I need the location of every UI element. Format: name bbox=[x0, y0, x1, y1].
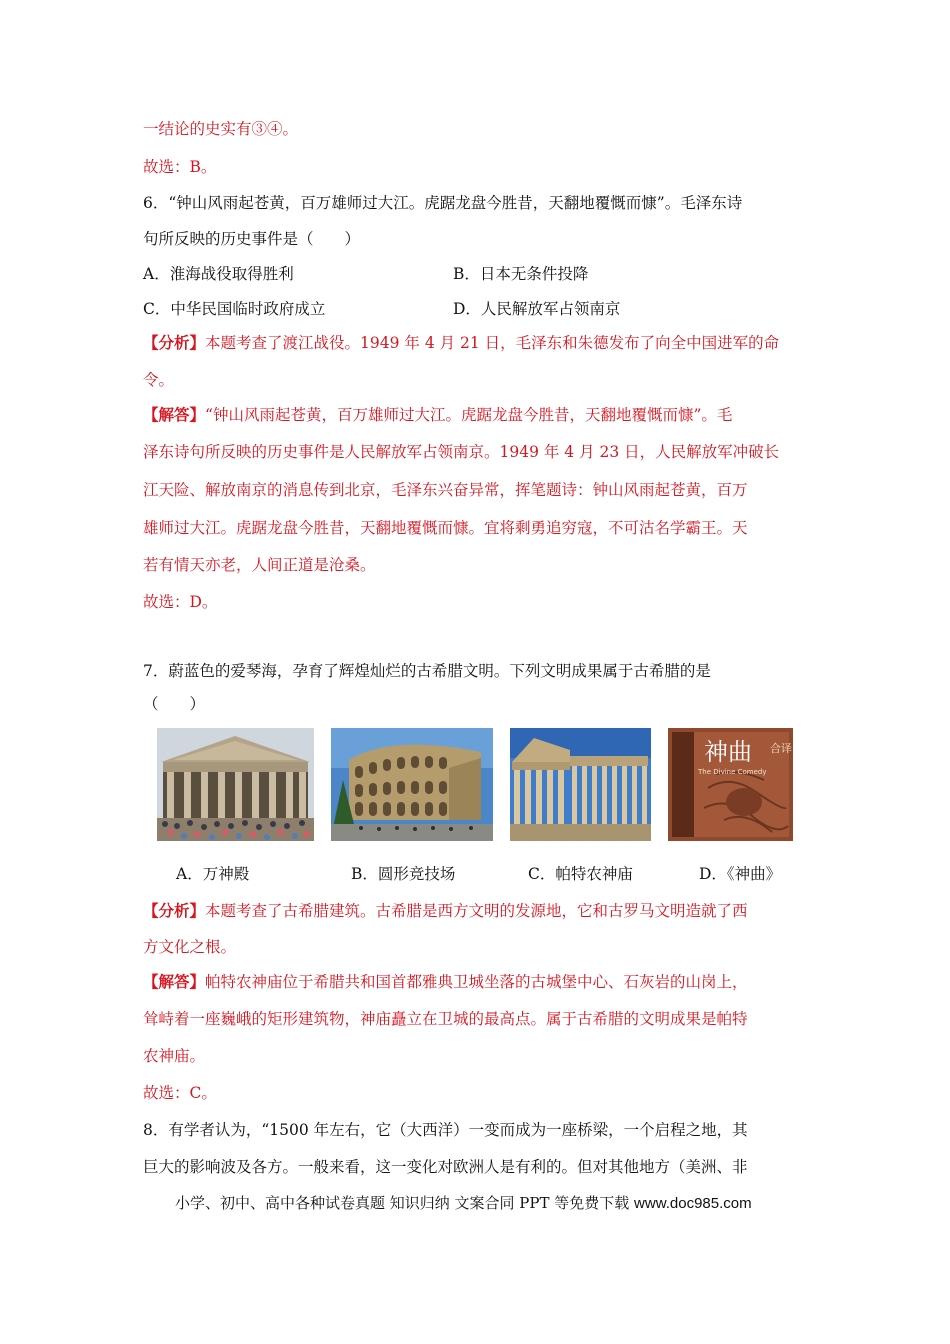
q7-answer-line-3: 农神庙。 bbox=[143, 1047, 206, 1065]
q7-stem-line-1: 7．蔚蓝色的爱琴海，孕育了辉煌灿烂的古希腊文明。下列文明成果属于古希腊的是 bbox=[143, 662, 711, 680]
q6-answer-line-4: 雄师过大江。虎踞龙盘今胜昔，天翻地覆慨而慷。宜将剩勇追穷寇，不可沽名学霸王。天 bbox=[143, 519, 748, 537]
q7-answer-tag: 【解答】 bbox=[143, 972, 206, 991]
q8-stem-line-1: 8．有学者认为，“1500 年左右，它（大西洋）一变而成为一座桥梁，一个启程之地，其 bbox=[143, 1121, 748, 1139]
q7-answer-line-1 bbox=[143, 972, 748, 992]
q7-caption-d: D．《神曲》 bbox=[699, 865, 782, 883]
q6-answer-line-2: 泽东诗句所反映的历史事件是人民解放军占领南京。1949 年 4 月 23 日，人民解放军冲破长 bbox=[143, 443, 780, 461]
q6-answer-text: “钟山风雨起苍黄，百万雄师过大江。虎踞龙盘今胜昔，天翻地覆慨而慷”。毛 bbox=[205, 406, 733, 424]
q6-analysis-text: 本题考查了渡江战役。1949 年 4 月 21 日，毛泽东和朱德发布了向全中国进军的命 bbox=[205, 334, 780, 352]
divine-comedy-cover bbox=[668, 728, 793, 841]
q7-stem-line-2: （ ） bbox=[143, 695, 206, 713]
q6-answer-line-5: 若有情天亦老，人间正道是沧桑。 bbox=[143, 556, 376, 574]
q6-stem-line-1: 6．“钟山风雨起苍黄，百万雄师过大江。虎踞龙盘今胜昔，天翻地覆慨而慷”。毛泽东诗 bbox=[143, 194, 743, 212]
q6-option-b: B．日本无条件投降 bbox=[453, 265, 589, 283]
q6-option-a: A．淮海战役取得胜利 bbox=[143, 265, 294, 283]
q5-conclusion-line: 一结论的史实有③④。 bbox=[143, 120, 299, 138]
q6-analysis-tag: 【分析】 bbox=[143, 333, 206, 352]
book-title-text: 神曲 bbox=[704, 738, 752, 766]
divine-comedy-illustration bbox=[668, 728, 793, 841]
q6-answer-select: 故选：D。 bbox=[143, 593, 218, 611]
q8-stem-line-2: 巨大的影响波及各方。一般来看，这一变化对欧洲人是有利的。但对其他地方（美洲、非 bbox=[143, 1158, 748, 1176]
q6-option-d: D．人民解放军占领南京 bbox=[453, 300, 621, 318]
q6-analysis-line-1 bbox=[143, 333, 779, 353]
q6-analysis-line-2: 令。 bbox=[143, 371, 175, 389]
pantheon-photo bbox=[157, 728, 314, 841]
q6-answer-line-1 bbox=[143, 405, 732, 425]
q7-caption-a: A．万神殿 bbox=[176, 865, 250, 883]
q6-answer-tag: 【解答】 bbox=[143, 405, 206, 424]
q7-analysis-tag: 【分析】 bbox=[143, 901, 206, 920]
book-side-text: 合译 bbox=[770, 742, 792, 755]
q7-caption-c: C．帕特农神庙 bbox=[528, 865, 633, 883]
parthenon-illustration bbox=[510, 728, 651, 841]
footer-text: 小学、初中、高中各种试卷真题 知识归纳 文案合同 PPT 等免费下载 bbox=[175, 1194, 630, 1212]
colosseum-photo bbox=[331, 728, 493, 841]
footer-url-link[interactable]: www.doc985.com bbox=[634, 1195, 752, 1212]
q6-answer-line-3: 江天险、解放南京的消息传到北京，毛泽东兴奋异常，挥笔题诗：钟山风雨起苍黄，百万 bbox=[143, 481, 748, 499]
q5-answer-select: 故选：B。 bbox=[143, 158, 217, 176]
q7-analysis-text: 本题考查了古希腊建筑。古希腊是西方文明的发源地，它和古罗马文明造就了西 bbox=[205, 902, 748, 920]
q7-answer-select: 故选：C。 bbox=[143, 1084, 217, 1102]
pantheon-illustration bbox=[157, 728, 314, 841]
colosseum-illustration bbox=[331, 728, 493, 841]
book-english-title: The Divine Comedy bbox=[698, 768, 767, 776]
q7-caption-b: B．圆形竞技场 bbox=[351, 865, 456, 883]
q7-answer-text: 帕特农神庙位于希腊共和国首都雅典卫城坐落的古城堡中心、石灰岩的山岗上， bbox=[205, 973, 748, 991]
parthenon-photo bbox=[510, 728, 651, 841]
q6-option-c: C．中华民国临时政府成立 bbox=[143, 300, 326, 318]
q6-stem-line-2: 句所反映的历史事件是（ ） bbox=[143, 230, 361, 248]
page-footer bbox=[175, 1193, 752, 1214]
q7-analysis-line-2: 方文化之根。 bbox=[143, 938, 237, 956]
q7-analysis-line-1 bbox=[143, 901, 748, 921]
q7-answer-line-2: 耸峙着一座巍峨的矩形建筑物，神庙矗立在卫城的最高点。属于古希腊的文明成果是帕特 bbox=[143, 1010, 748, 1028]
